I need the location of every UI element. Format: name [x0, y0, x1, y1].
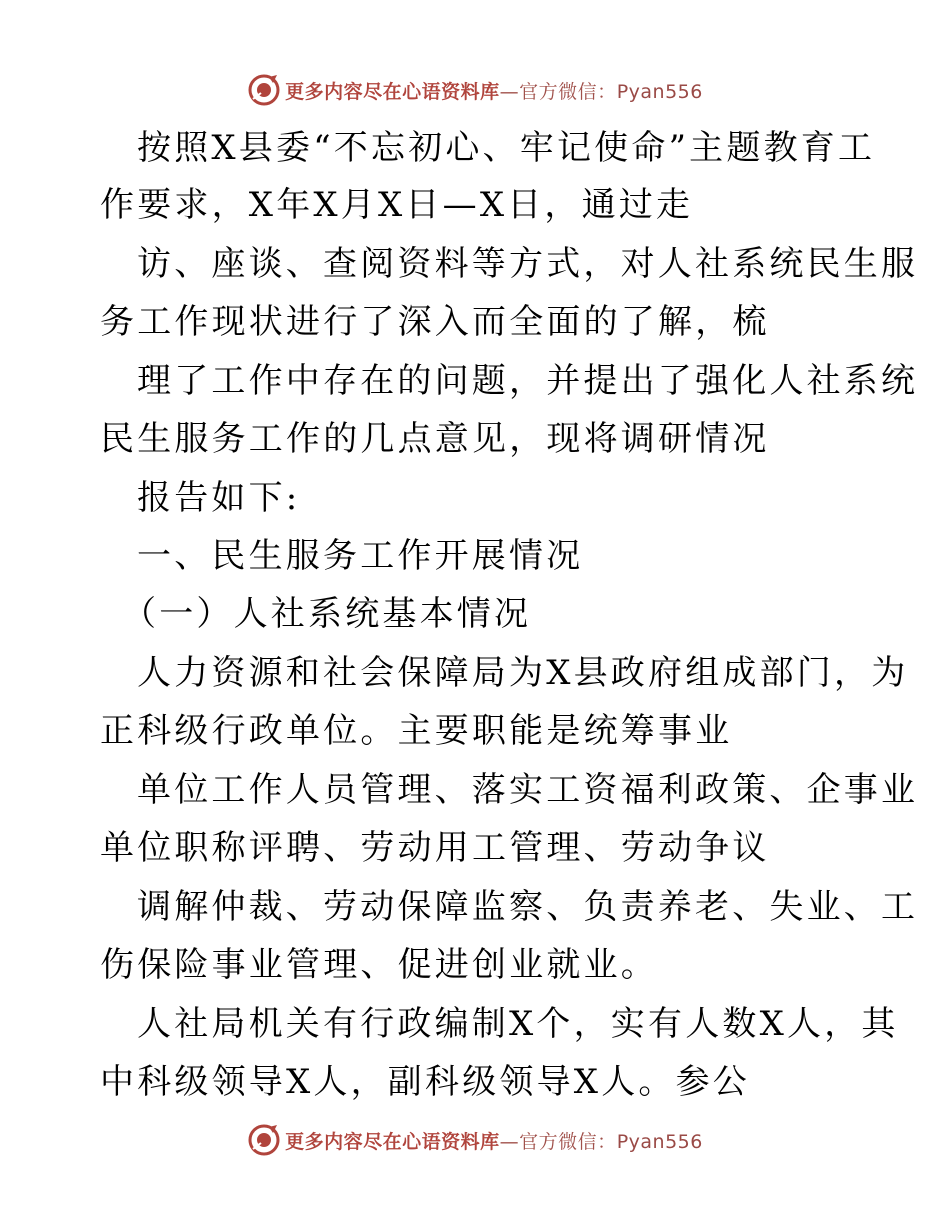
body-line: 按照X县委“不忘初心、牢记使命”主题教育工 — [137, 128, 876, 168]
body-line: 民生服务工作的几点意见，现将调研情况 — [100, 419, 770, 459]
header-banner — [0, 70, 950, 110]
body-line: 报告如下: — [137, 478, 301, 518]
body-line: 正科级行政单位。主要职能是统筹事业 — [100, 711, 733, 751]
body-line: 单位职称评聘、劳动用工管理、劳动争议 — [100, 828, 770, 868]
banner-contact-label: 官方微信： — [519, 80, 617, 103]
body-line: 单位工作人员管理、落实工资福利政策、企事业 — [137, 770, 919, 810]
body-line: 理了工作中存在的问题，并提出了强化人社系统 — [137, 361, 919, 401]
banner-contact-id: Pyan556 — [616, 1130, 703, 1153]
body-line: 作要求，X年X月X日—X日，通过走 — [100, 185, 694, 225]
banner-contact-label: 官方微信： — [519, 1130, 617, 1153]
body-line: 访、座谈、查阅资料等方式，对人社系统民生服 — [137, 244, 919, 284]
section-heading: 一、民生服务工作开展情况 — [137, 536, 584, 576]
body-line: 中科级领导X人，副科级领导X人。参公 — [100, 1062, 751, 1102]
banner-brand: 更多内容尽在心语资料库 — [285, 1130, 500, 1153]
body-line: 伤保险事业管理、促进创业就业。 — [100, 945, 658, 985]
body-line: 人社局机关有行政编制X个，实有人数X人，其 — [137, 1004, 899, 1044]
brand-logo-icon — [247, 73, 281, 107]
banner-separator: — — [499, 80, 520, 103]
banner-contact-id: Pyan556 — [616, 80, 703, 103]
body-line: 人力资源和社会保障局为X县政府组成部门，为 — [137, 653, 909, 693]
body-line: 务工作现状进行了深入而全面的了解，梳 — [100, 302, 770, 342]
brand-logo-icon — [247, 1123, 281, 1157]
subsection-heading: （一）人社系统基本情况 — [122, 594, 532, 634]
body-line: 调解仲裁、劳动保障监察、负责养老、失业、工 — [137, 887, 919, 927]
banner-brand: 更多内容尽在心语资料库 — [285, 80, 500, 103]
banner-separator: — — [499, 1130, 520, 1153]
footer-banner — [0, 1120, 950, 1160]
